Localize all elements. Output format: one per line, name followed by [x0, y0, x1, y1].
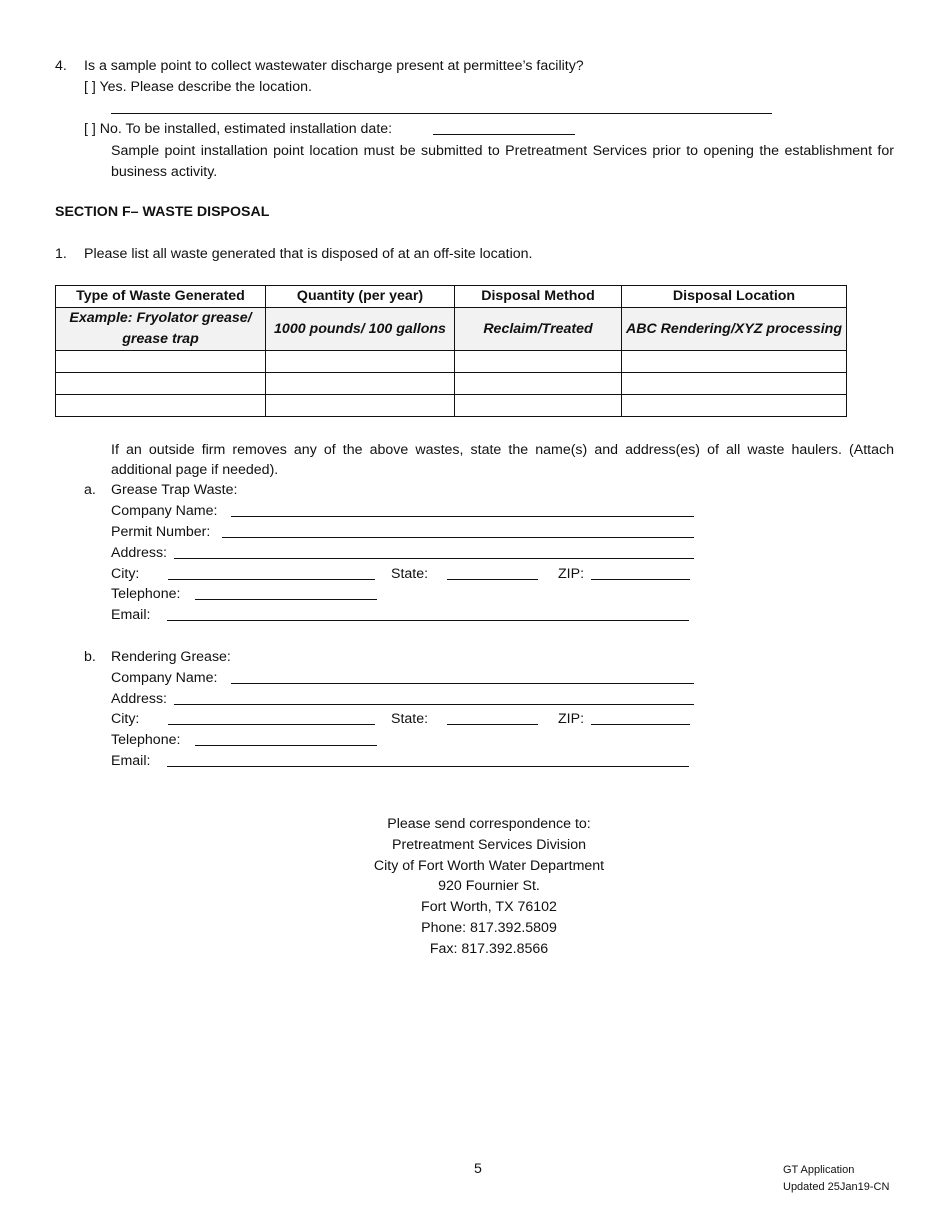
telephone-field[interactable]	[195, 745, 377, 746]
company-name-label: Company Name:	[111, 503, 218, 519]
table-cell[interactable]	[266, 351, 455, 373]
document-name: GT Application	[783, 1164, 855, 1176]
state-field[interactable]	[447, 579, 538, 580]
no-option[interactable]: [ ] No. To be installed, estimated installation date:	[84, 121, 393, 137]
permit-number-label: Permit Number:	[111, 524, 211, 540]
telephone-label: Telephone:	[111, 586, 181, 602]
address-field[interactable]	[174, 558, 694, 559]
table-cell[interactable]	[266, 373, 455, 395]
sample-point-note: Sample point installation point location must be submitted to Pretreatment Services prior to opening the establishment for business activity.	[111, 143, 894, 180]
email-field[interactable]	[167, 620, 689, 621]
table-cell[interactable]	[455, 373, 622, 395]
state-field[interactable]	[447, 724, 538, 725]
table-cell[interactable]	[622, 351, 847, 373]
state-label: State:	[391, 566, 429, 582]
zip-label: ZIP:	[558, 711, 585, 727]
section-f-heading: SECTION F– WASTE DISPOSAL	[55, 204, 270, 220]
table-row[interactable]	[56, 351, 847, 373]
example-row	[56, 308, 847, 351]
item-1-number: 1.	[55, 246, 67, 262]
part-a-title: Grease Trap Waste:	[111, 482, 238, 498]
waste-table-header-row	[56, 286, 847, 308]
email-field[interactable]	[167, 766, 689, 767]
correspondence-line: Pretreatment Services Division	[392, 836, 586, 853]
table-cell[interactable]	[455, 351, 622, 373]
column-header: Disposal Method	[455, 286, 622, 308]
email-label: Email:	[111, 753, 151, 769]
question-4-number: 4.	[55, 58, 67, 74]
company-name-field[interactable]	[231, 516, 694, 517]
updated-date: Updated 25Jan19-CN	[783, 1181, 890, 1193]
waste-table	[55, 285, 847, 417]
installation-date-line[interactable]	[433, 134, 575, 135]
question-4-text: Is a sample point to collect wastewater discharge present at permittee’s facility?	[84, 58, 584, 74]
city-field[interactable]	[168, 579, 375, 580]
city-label: City:	[111, 566, 140, 582]
email-label: Email:	[111, 607, 151, 623]
yes-option[interactable]: [ ] Yes. Please describe the location.	[84, 79, 312, 95]
example-cell: Reclaim/Treated	[455, 308, 622, 351]
address-label: Address:	[111, 691, 167, 707]
zip-field[interactable]	[591, 724, 690, 725]
column-header: Disposal Location	[622, 286, 847, 308]
page-number: 5	[474, 1161, 482, 1177]
table-cell[interactable]	[56, 373, 266, 395]
company-name-label: Company Name:	[111, 670, 218, 686]
zip-label: ZIP:	[558, 566, 585, 582]
table-cell[interactable]	[56, 395, 266, 417]
example-cell: Example: Fryolator grease/ grease trap	[56, 308, 266, 351]
table-row[interactable]	[56, 373, 847, 395]
city-label: City:	[111, 711, 140, 727]
address-label: Address:	[111, 545, 167, 561]
table-cell[interactable]	[622, 395, 847, 417]
item-1-text: Please list all waste generated that is disposed of at an off-site location.	[84, 246, 533, 262]
column-header: Type of Waste Generated	[56, 286, 266, 308]
location-description-line[interactable]	[111, 113, 772, 114]
haulers-intro: If an outside firm removes any of the above wastes, state the name(s) and address(es) of all waste haulers. (Attach additional page if needed).	[111, 442, 894, 478]
city-field[interactable]	[168, 724, 375, 725]
correspondence-line: Phone: 817.392.5809	[421, 919, 557, 936]
table-cell[interactable]	[56, 351, 266, 373]
table-cell[interactable]	[455, 395, 622, 417]
correspondence-address	[300, 814, 678, 960]
table-cell[interactable]	[622, 373, 847, 395]
correspondence-line: Please send correspondence to:	[387, 816, 591, 832]
address-field[interactable]	[174, 704, 694, 705]
telephone-label: Telephone:	[111, 732, 181, 748]
state-label: State:	[391, 711, 429, 727]
example-cell: 1000 pounds/ 100 gallons	[266, 308, 455, 351]
part-a-letter: a.	[84, 482, 96, 498]
correspondence-line: Fort Worth, TX 76102	[421, 899, 557, 916]
zip-field[interactable]	[591, 579, 690, 580]
table-cell[interactable]	[266, 395, 455, 417]
example-cell: ABC Rendering/XYZ processing	[622, 308, 847, 351]
permit-number-field[interactable]	[222, 537, 694, 538]
correspondence-line: 920 Fournier St.	[438, 878, 540, 895]
part-b-letter: b.	[84, 649, 96, 665]
company-name-field[interactable]	[231, 683, 694, 684]
table-row[interactable]	[56, 395, 847, 417]
part-b-title: Rendering Grease:	[111, 649, 231, 665]
correspondence-line: Fax: 817.392.8566	[429, 940, 549, 957]
correspondence-line: City of Fort Worth Water Department	[373, 857, 605, 874]
telephone-field[interactable]	[195, 599, 377, 600]
column-header: Quantity (per year)	[266, 286, 455, 308]
